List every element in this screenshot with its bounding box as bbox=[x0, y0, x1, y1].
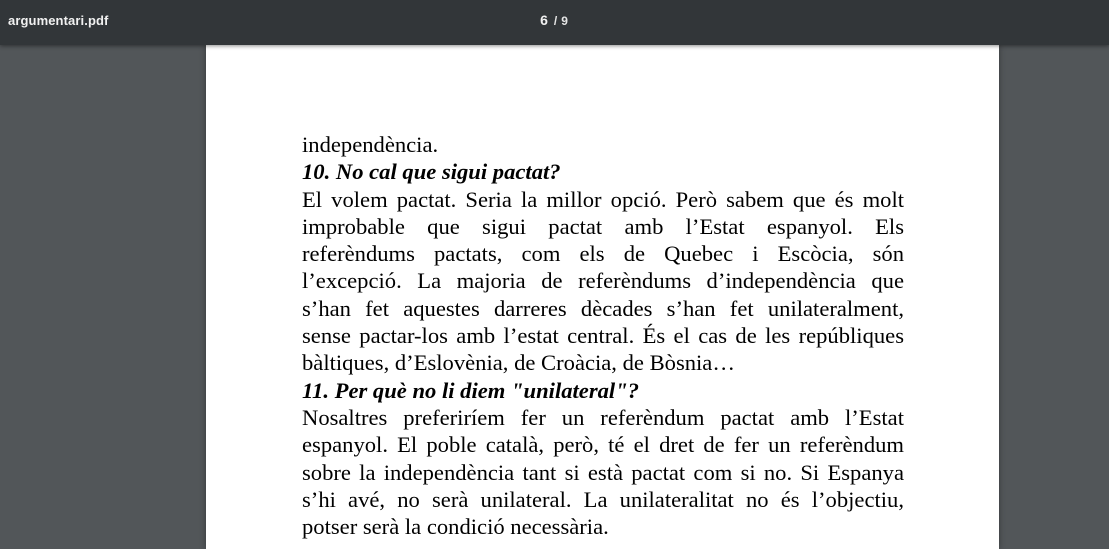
text-line: potser serà la condició necessària. bbox=[302, 514, 609, 540]
total-pages: 9 bbox=[561, 14, 568, 28]
text-line: bàltiques, d’Eslovènia, de Croàcia, de Bòsnia… bbox=[302, 350, 735, 376]
text-line: l’excepció. La majoria de referèndums d’independència que bbox=[302, 268, 904, 294]
current-page-number[interactable]: 6 bbox=[540, 12, 548, 28]
page-indicator bbox=[540, 12, 568, 30]
text-line: referèndums pactats, com els de Quebec i Escòcia, són bbox=[302, 241, 904, 267]
document-title: argumentari.pdf bbox=[8, 13, 109, 28]
text-line: espanyol. El poble català, però, té el dret de fer un referèndum bbox=[302, 432, 904, 458]
page-separator: / bbox=[553, 14, 558, 28]
pdf-toolbar bbox=[0, 0, 1109, 45]
section-heading: 11. Per què no li diem "unilateral"? bbox=[302, 377, 640, 403]
text-line: El volem pactat. Seria la millor opció. Però sabem que és molt bbox=[302, 186, 904, 212]
text-line: sobre la independència tant si està pactat com si no. Si Espanya bbox=[302, 459, 904, 485]
page-text bbox=[302, 131, 904, 540]
text-line: Nosaltres preferiríem fer un referèndum pactat amb l’Estat bbox=[302, 404, 904, 430]
pdf-viewer[interactable] bbox=[0, 45, 1109, 549]
pdf-page bbox=[206, 45, 999, 549]
text-line: s’han fet aquestes darreres dècades s’han fet unilateralment, bbox=[302, 295, 904, 321]
text-line: independència. bbox=[302, 132, 439, 157]
text-line: s’hi avé, no serà unilateral. La unilateralitat no és l’objectiu, bbox=[302, 486, 904, 512]
text-line: sense pactar-los amb l’estat central. És el cas de les repúbliques bbox=[302, 323, 904, 349]
section-heading: 10. No cal que sigui pactat? bbox=[302, 159, 561, 185]
text-line: improbable que sigui pactat amb l’Estat espanyol. Els bbox=[302, 213, 904, 239]
